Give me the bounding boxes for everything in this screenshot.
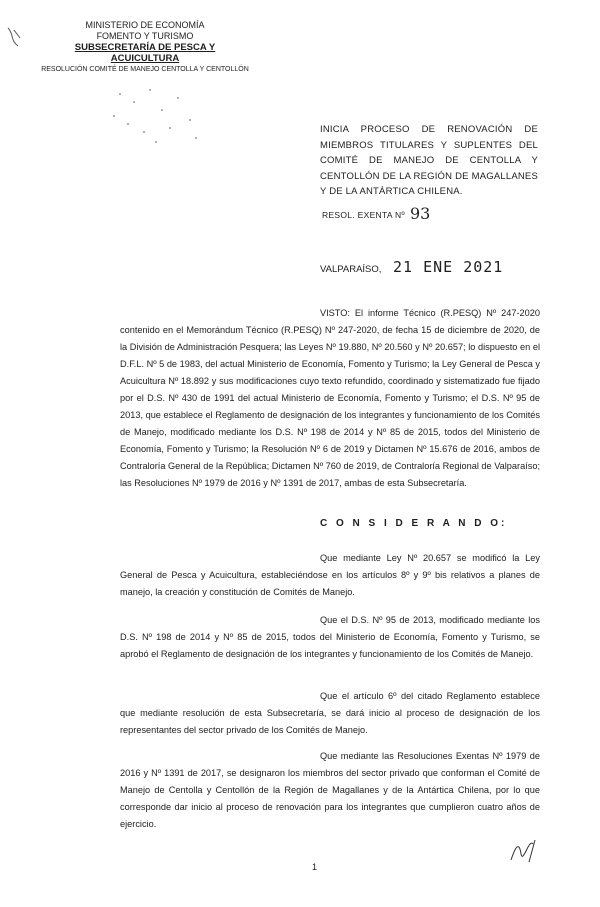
corner-mark-icon: [4, 24, 28, 54]
letterhead-reference: RESOLUCIÓN COMITÉ DE MANEJO CENTOLLA Y CENTOLLÓN: [41, 66, 249, 73]
subsecretaria-name: SUBSECRETARÍA DE PESCA Y ACUICULTURA: [74, 42, 216, 64]
resolution-label: RESOL. EXENTA Nº: [322, 210, 405, 220]
considerando-heading: C O N S I D E R A N D O:: [320, 518, 508, 529]
ministry-name: MINISTERIO DE ECONOMÍA: [85, 20, 205, 30]
resolution-number: 93: [410, 204, 431, 223]
ministry-subname: FOMENTO Y TURISMO: [96, 31, 194, 41]
faded-stamp-icon: [100, 80, 220, 150]
initials-signature-icon: [505, 830, 545, 870]
resolution-subject: INICIA PROCESO DE RENOVACIÓN DE MIEMBROS TITULARES Y SUPLENTES DEL COMITÉ DE MANEJO DE CENTOLLA Y CENTOLLÓN DE LA REGIÓN DE MAGALLANES Y DE LA ANTÁRTICA CHILENA.: [320, 124, 538, 197]
considerando-paragraph-1: Que mediante Ley Nº 20.657 se modificó la Ley General de Pesca y Acuicultura, estableciéndose en los artículos 8º y 9º bis relativos a planes de manejo, la creación y constitución de Comités de Manejo.: [120, 553, 540, 597]
date-stamp: 21 ENE 2021: [393, 258, 504, 276]
page-number: 1: [312, 862, 318, 872]
visto-paragraph: VISTO: El informe Técnico (R.PESQ) Nº 247-2020 contenido en el Memorándum Técnico (R.PESQ) Nº 247-2020, de fecha 15 de diciembre de 2020, de la División de Administración Pesquera; las Leyes Nº 19.880, Nº 20.560 y Nº 20.657; lo dispuesto en el D.F.L. Nº 5 de 1983, del actual Ministerio de Economía, Fomento y Turismo; la Ley General de Pesca y Acuicultura Nº 18.892 y sus modificaciones cuyo texto refundido, coordinado y sistematizado fue fijado por el D.S. Nº 430 de 1991 del actual Ministerio de Economía, Fomento y Turismo; el D.S. Nº 95 de 2013, que establece el Reglamento de designación de los integrantes y funcionamiento de los Comités de Manejo, modificado mediante los D.S. Nº 198 de 2014 y Nº 85 de 2015, todos del Ministerio de Economía, Fomento y Turismo; la Resolución Nº 6 de 2019 y Dictamen Nº 15.676 de 2016, ambos de Contraloría General de la República; Dictamen Nº 760 de 2019, de Contraloría Regional de Valparaíso; las Resoluciones Nº 1979 de 2016 y Nº 1391 de 2017, ambas de esta Subsecretaría.: [120, 308, 540, 488]
considerando-paragraph-2: Que el D.S. Nº 95 de 2013, modificado mediante los D.S. Nº 198 de 2014 y Nº 85 de 2015, todos del Ministerio de Economía, Fomento y Turismo, se aprobó el Reglamento de designación de los integrantes y funcionamiento de los Comités de Manejo.: [120, 615, 540, 659]
letterhead: [40, 20, 250, 75]
considerando-paragraph-4: Que mediante las Resoluciones Exentas Nº 1979 de 2016 y Nº 1391 de 2017, se designaron los miembros del sector privado que conforman el Comité de Manejo de Centolla y Centollón de la Región de Magallanes y de la Antártica Chilena, por lo que corresponde dar inicio al proceso de renovación para los integrantes que cumplieron cuatro años de ejercicio.: [120, 751, 540, 829]
place-city: VALPARAÍSO,: [320, 264, 382, 275]
considerando-paragraph-3: Que el artículo 6º del citado Reglamento establece que mediante resolución de esta Subsecretaría, se dará inicio al proceso de designación de los representantes del sector privado de los Comités de Manejo.: [120, 691, 540, 735]
